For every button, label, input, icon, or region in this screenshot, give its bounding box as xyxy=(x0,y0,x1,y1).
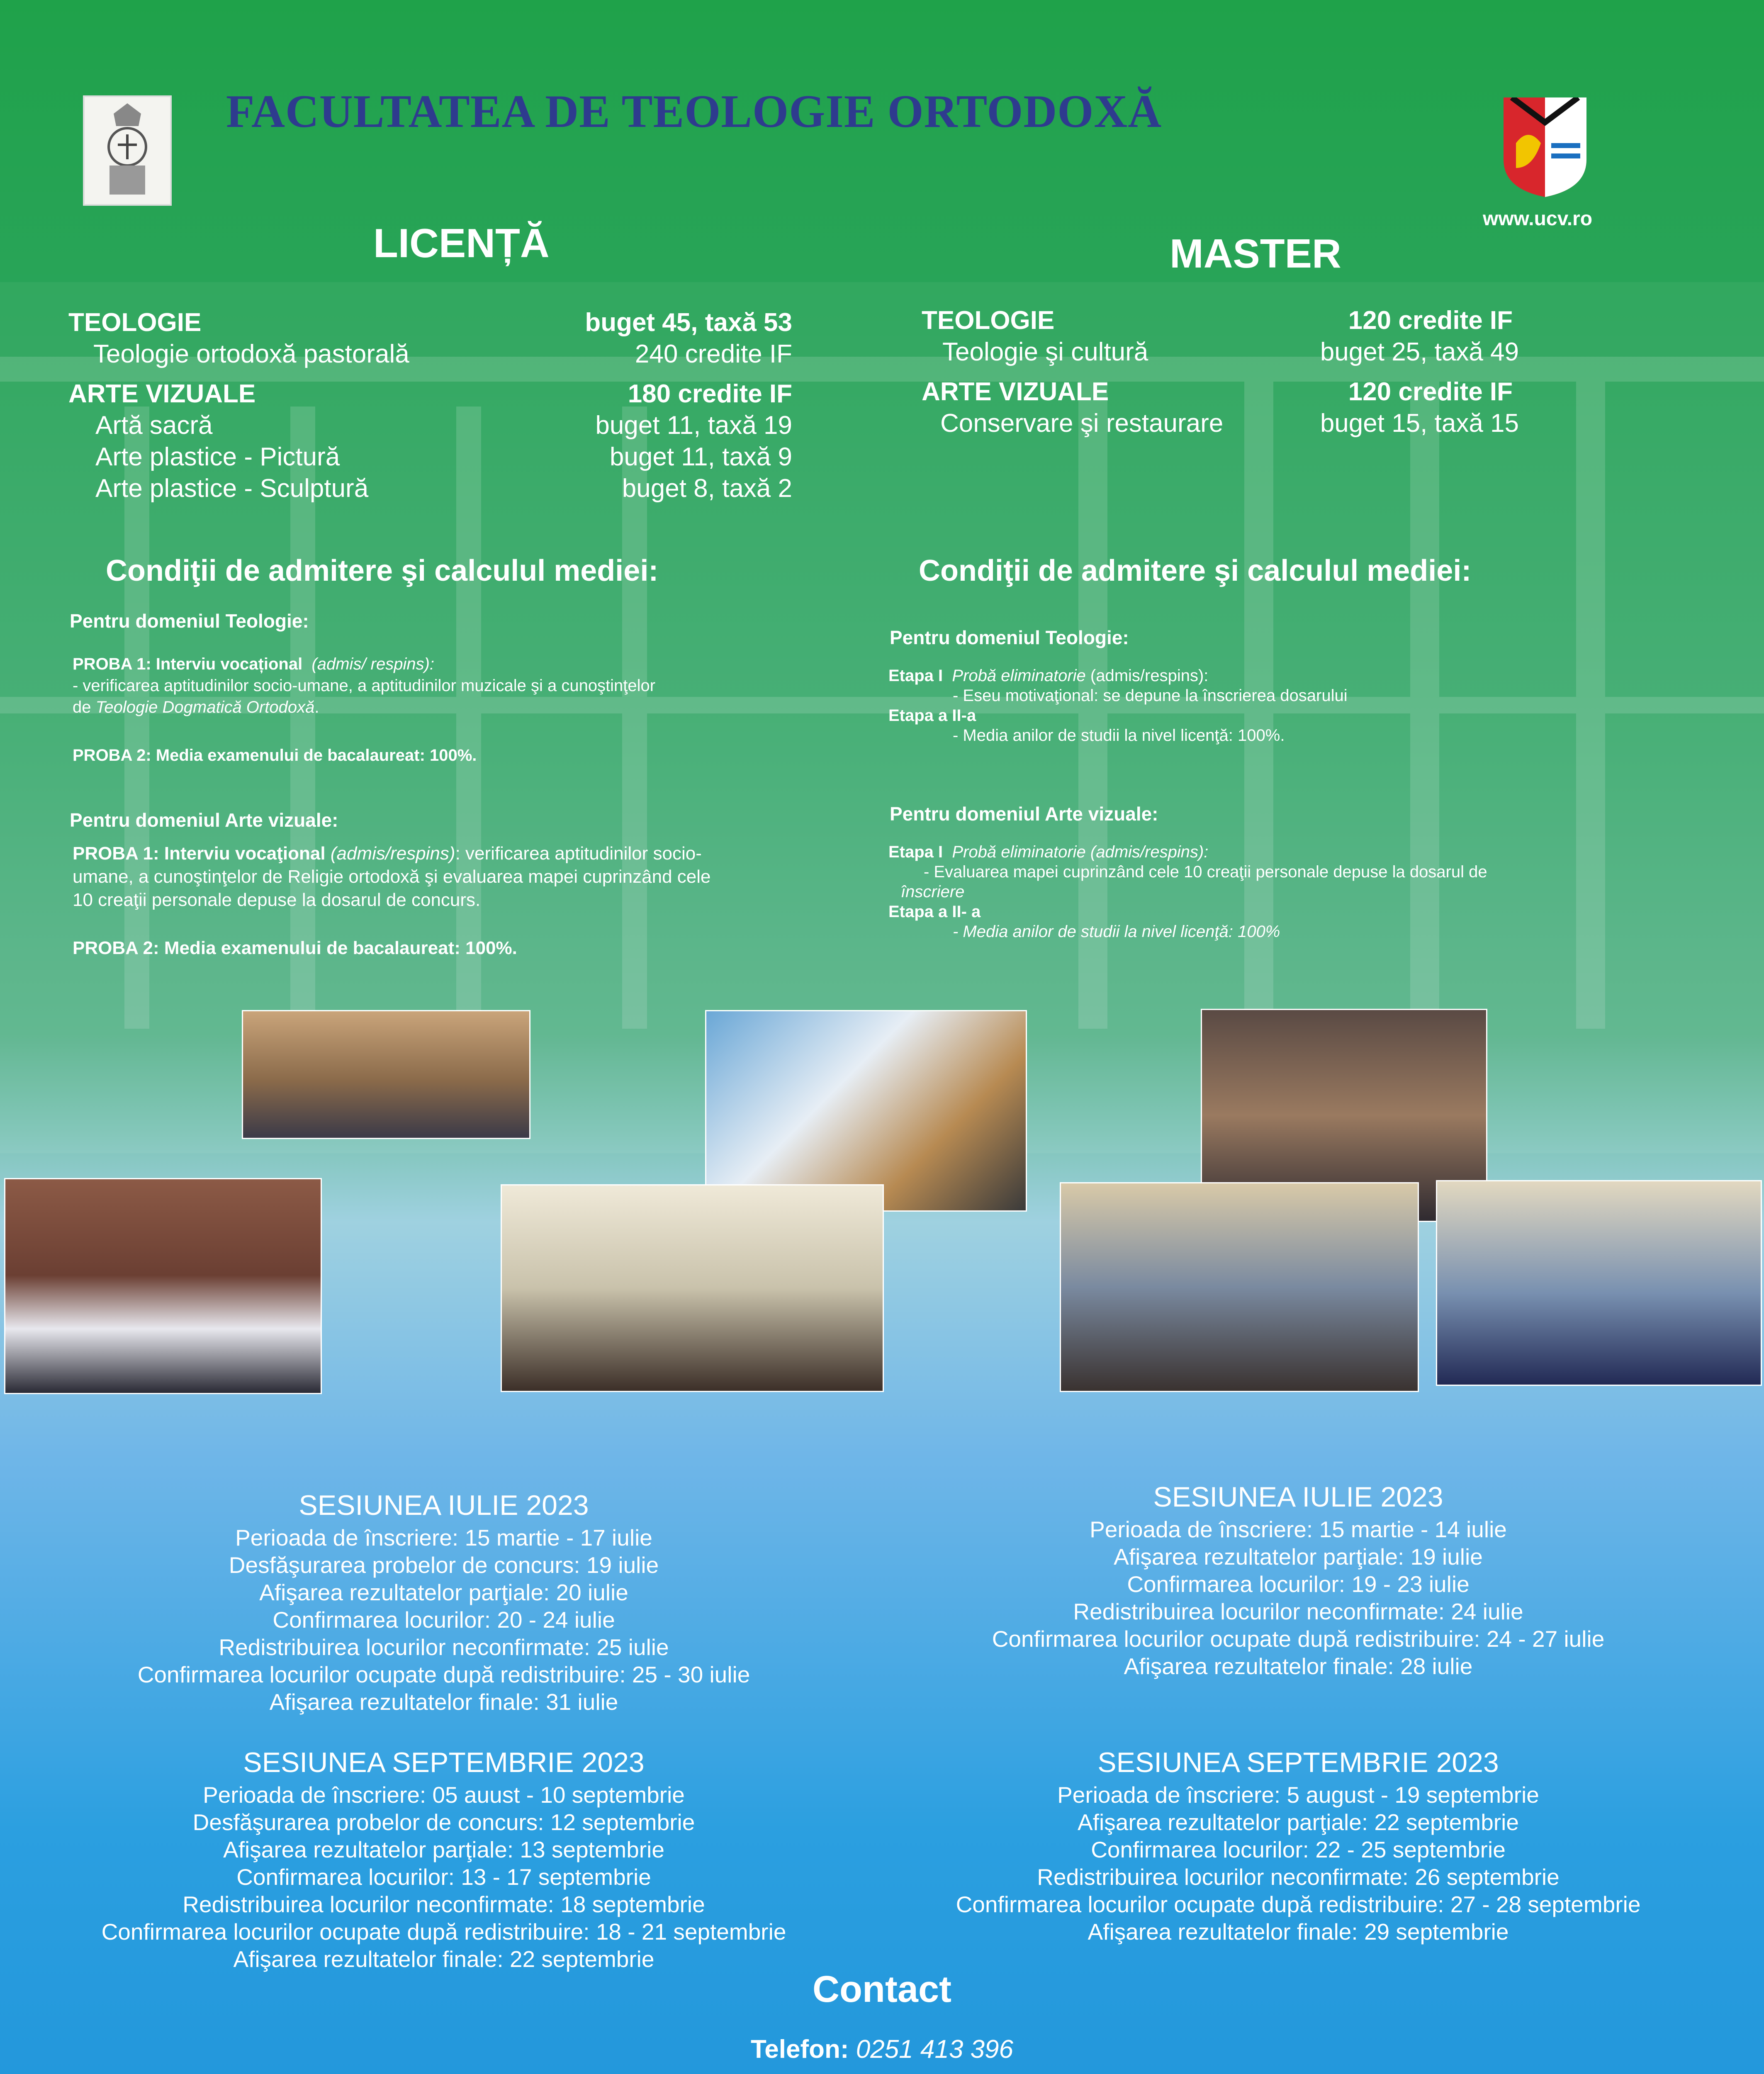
program-row: Artă sacră buget 11, taxă 19 xyxy=(95,411,792,440)
licenta-heading: LICENȚĂ xyxy=(373,220,550,266)
page-title: FACULTATEA DE TEOLOGIE ORTODOXĂ xyxy=(226,86,1162,137)
contact-heading: Contact xyxy=(813,1969,951,2010)
session-left-septembrie: SESIUNEA SEPTEMBRIE 2023 Perioada de înscriere: 05 auust - 10 septembrie Desfăşurarea probelor de concurs: 12 septembrie Afişarea rezultatelor parţiale: 13 septembrie Confirmarea locurilor: 13 - 17 septembrie Redistribuirea locurilor neconfirmate: 18 septembrie Confirmarea locurilor ocupate după redistribuire: 18 - 21 septembrie Afişarea rezultatelor finale: 22 septembrie xyxy=(101,1747,786,1972)
program-row: Teologie şi cultură buget 25, taxă 49 xyxy=(942,338,1519,366)
licenta-programs xyxy=(68,307,792,504)
photo-exhibition-panels xyxy=(1436,1180,1762,1386)
session-right-septembrie: SESIUNEA SEPTEMBRIE 2023 Perioada de înscriere: 5 august - 19 septembrie Afişarea rezultatelor parţiale: 22 septembrie Confirmarea locurilor: 22 - 25 septembrie Redistribuirea locurilor neconfirmate: 26 septembrie Confirmarea locurilor ocupate după redistribuire: 27 - 28 septembrie Afişarea rezultatelor finale: 29 septembrie xyxy=(956,1747,1641,1945)
program-row: ARTE VIZUALE 180 credite IF xyxy=(68,380,792,408)
program-row: Arte plastice - Pictură buget 11, taxă 9 xyxy=(95,443,792,471)
program-row: ARTE VIZUALE 120 credite IF xyxy=(922,377,1513,406)
program-row: TEOLOGIE 120 credite IF xyxy=(922,306,1513,335)
master-arte-heading: Pentru domeniul Arte vizuale: xyxy=(890,803,1158,825)
university-url[interactable]: www.ucv.ro xyxy=(1483,208,1593,230)
licenta-teologie-heading: Pentru domeniul Teologie: xyxy=(70,610,309,632)
program-row: Teologie ortodoxă pastorală 240 credite IF xyxy=(93,340,792,368)
church-crest-icon xyxy=(83,95,172,206)
program-row: Conservare şi restaurare buget 15, taxă 15 xyxy=(940,409,1519,438)
master-arte-etape: Etapa I Probă eliminatorie (admis/respins): - Evaluarea mapei cuprinzând cele 10 creaţii personale depuse la dosarul de înscriere Etapa a II- a - Media anilor de studii la nivel licenţă: 100% xyxy=(888,843,1487,941)
master-programs xyxy=(922,305,1519,439)
master-teologie-etape: Etapa I Probă eliminatorie (admis/respins): - Eseu motivaţional: se depune la înscrierea dosarului Etapa a II-a - Media anilor de studii la nivel licenţă: 100%. xyxy=(888,667,1348,745)
licenta-arte-proba2: PROBA 2: Media examenului de bacalaureat: 100%. xyxy=(73,938,517,958)
licenta-teologie-proba2: PROBA 2: Media examenului de bacalaureat: 100%. xyxy=(73,746,477,764)
licenta-teologie-proba1: PROBA 1: Interviu vocațional (admis/ respins): - verificarea aptitudinilor socio-umane, a aptitudinilor muzicale şi a cunoştinţelor de Teologie Dogmatică Ortodoxă. xyxy=(73,655,656,716)
photo-icon-exhibition xyxy=(705,1010,1027,1212)
photo-clergy-group xyxy=(4,1178,322,1394)
session-left-iulie: SESIUNEA IULIE 2023 Perioada de înscriere: 15 martie - 17 iulie Desfăşurarea probelor de concurs: 19 iulie Afişarea rezultatelor parţiale: 20 iulie Confirmarea locurilor: 20 - 24 iulie Redistribuirea locurilor neconfirmate: 25 iulie Confirmarea locurilor ocupate după redistribuire: 25 - 30 iulie Afişarea rezultatelor finale: 31 iulie xyxy=(137,1490,750,1715)
photo-paintings-exhibit xyxy=(1060,1182,1419,1392)
session-right-iulie: SESIUNEA IULIE 2023 Perioada de înscriere: 15 martie - 14 iulie Afişarea rezultatelor parţiale: 19 iulie Confirmarea locurilor: 19 - 23 iulie Redistribuirea locurilor neconfirmate: 24 iulie Confirmarea locurilor ocupate după redistribuire: 24 - 27 iulie Afişarea rezultatelor finale: 28 iulie xyxy=(992,1481,1605,1679)
licenta-arte-proba1: PROBA 1: Interviu vocaţional (admis/respins): verificarea aptitudinilor socio- umane, a cunoştinţelor de Religie ortodoxă şi evaluarea mapei cuprinzând cele 10 creaţii personale depuse la dosarul de concurs. xyxy=(73,843,711,910)
master-heading: MASTER xyxy=(1170,231,1341,276)
program-row: Arte plastice - Sculptură buget 8, taxă 2 xyxy=(95,474,792,503)
photo-group-arcade xyxy=(242,1010,530,1139)
phone-value[interactable]: 0251 413 396 xyxy=(856,2035,1013,2064)
master-conditions-heading: Condiţii de admitere şi calculul mediei: xyxy=(919,554,1472,587)
contact-phone: Telefon: 0251 413 396 xyxy=(751,2035,1013,2064)
master-teologie-heading: Pentru domeniul Teologie: xyxy=(890,627,1129,648)
program-row: TEOLOGIE buget 45, taxă 53 xyxy=(68,308,792,337)
licenta-conditions-heading: Condiţii de admitere şi calculul mediei: xyxy=(106,554,659,587)
university-shield-icon xyxy=(1504,97,1586,197)
licenta-arte-heading: Pentru domeniul Arte vizuale: xyxy=(70,809,338,831)
photo-gallery-hall xyxy=(501,1184,884,1392)
